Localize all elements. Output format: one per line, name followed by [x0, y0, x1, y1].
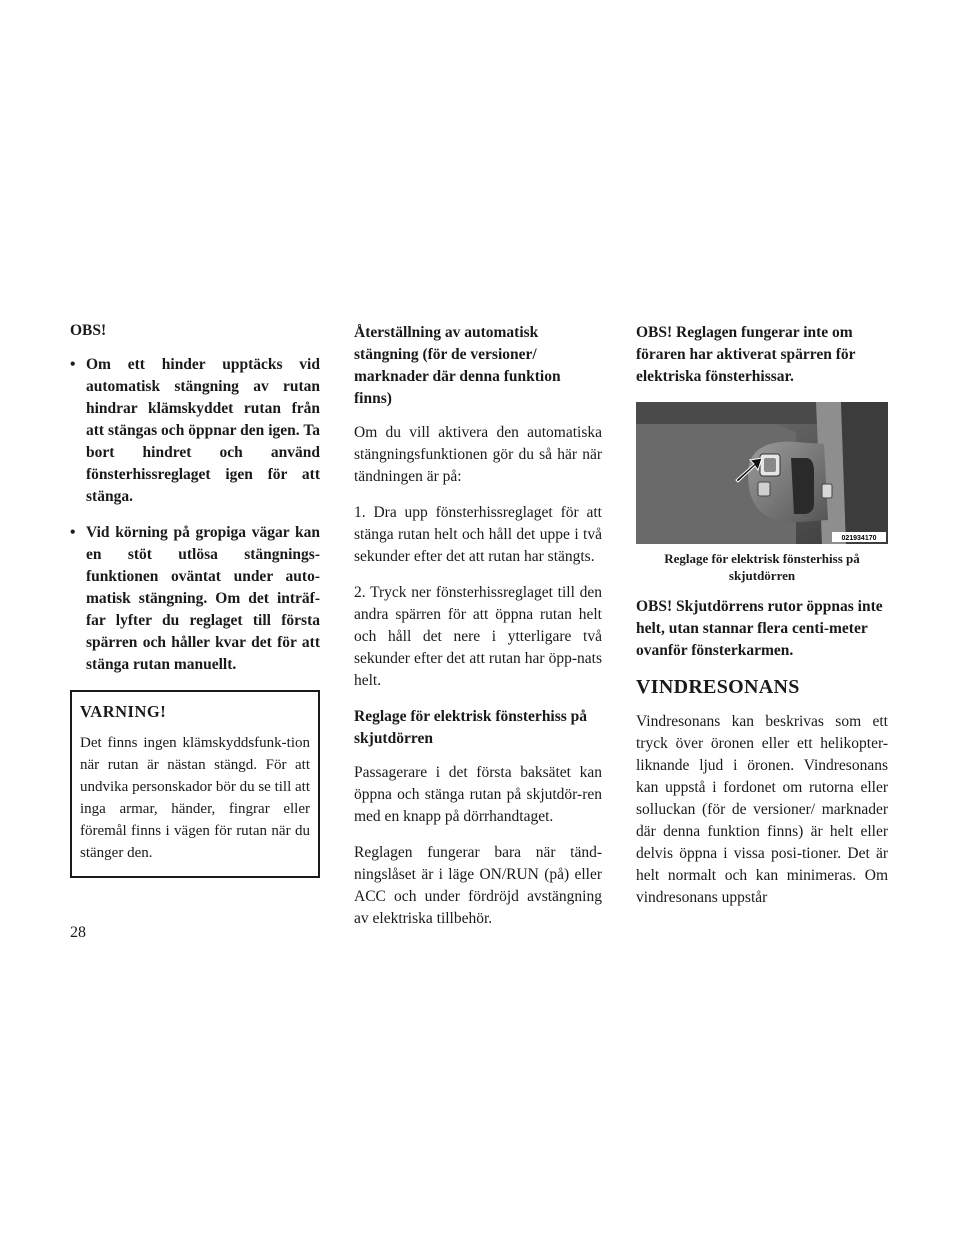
paragraph: Om du vill aktivera den automatiska stängningsfunktionen gör du så här när tändningen är på: — [354, 424, 602, 485]
step-paragraph: 1. Dra upp fönsterhissreglaget för att stänga rutan helt och håll det uppe i två sekunder efter det att rutan har stängts. — [354, 504, 602, 565]
section-subheading: Reglage för elektrisk fönsterhiss på skjutdörren — [354, 708, 588, 747]
page-number: 28 — [70, 924, 86, 941]
bullet-icon: • — [70, 524, 76, 541]
figure-caption: Reglage för elektrisk fönsterhiss på skjutdörren — [664, 551, 860, 583]
note-paragraph: OBS! Skjutdörrens rutor öppnas inte helt, utan stannar flera centi-meter ovanför fönsterkarmen. — [636, 598, 883, 659]
paragraph: Passagerare i det första baksätet kan öppna och stänga rutan på skjutdör-ren med en knapp på dörrhandtaget. — [354, 764, 602, 825]
figure — [636, 402, 888, 544]
figure-code: 021934170 — [841, 535, 877, 542]
right-column — [636, 322, 888, 923]
warning-title: VARNING! — [80, 702, 167, 721]
bullet-text: Vid körning på gropiga vägar kan en stöt utlösa stängnings-funktionen oväntat under auto-matisk stängning. Om det inträf-far lyfter du reglaget till första spärren och håller kvar det för att stänga rutan manuellt. — [86, 524, 320, 673]
paragraph: Reglagen fungerar bara när tänd-ningslåset är i läge ON/RUN (på) eller ACC och under fördröjd avstängning av elektriska tillbehör. — [354, 844, 602, 927]
warning-text: Det finns ingen klämskyddsfunk-tion när rutan är nästan stängd. För att undvika personskador bör du se till att inga armar, händer, fingrar eller föremål finns i vägen för rutan när du stänger den. — [80, 735, 310, 861]
warning-box — [70, 690, 320, 878]
door-switch-photo — [636, 402, 888, 544]
bullet-icon: • — [70, 356, 76, 373]
bullet-item — [70, 522, 320, 676]
bullet-text: Om ett hinder upptäcks vid automatisk stängning av rutan hindrar klämskyddet rutan från att stängas och öppnar den igen. Ta bort hindret och använd fönsterhissreglaget igen för att stänga. — [86, 356, 320, 505]
bullet-item — [70, 354, 320, 508]
note-label: OBS! — [70, 322, 107, 339]
note-paragraph: OBS! Reglagen fungerar inte om föraren har aktiverat spärren för elektriska fönsterhissar. — [636, 324, 856, 385]
section-subheading: Återställning av automatisk stängning (för de versioner/ marknader där denna funktion finns) — [354, 324, 561, 407]
bullet-list — [70, 354, 320, 676]
paragraph: Vindresonans kan beskrivas som ett tryck över öronen eller ett helikopter-liknande ljud i öronen. Vindresonans kan uppstå i fordonet om rutorna eller solluckan (för de versioner/ marknader där denna funktion finns) är helt eller delvis öppna i vissa posi-tioner. Det är helt normalt och kan minimeras. Om vindresonans uppstår — [636, 713, 888, 906]
left-column — [70, 322, 320, 878]
middle-column — [354, 322, 602, 944]
section-heading: VINDRESONANS — [636, 676, 800, 698]
step-paragraph: 2. Tryck ner fönsterhissreglaget till den andra spärren för att öppna rutan helt och håll det nere i ytterligare två sekunder efter det att rutan har öpp-nats helt. — [354, 584, 602, 689]
door-switch-illustration — [636, 402, 888, 544]
